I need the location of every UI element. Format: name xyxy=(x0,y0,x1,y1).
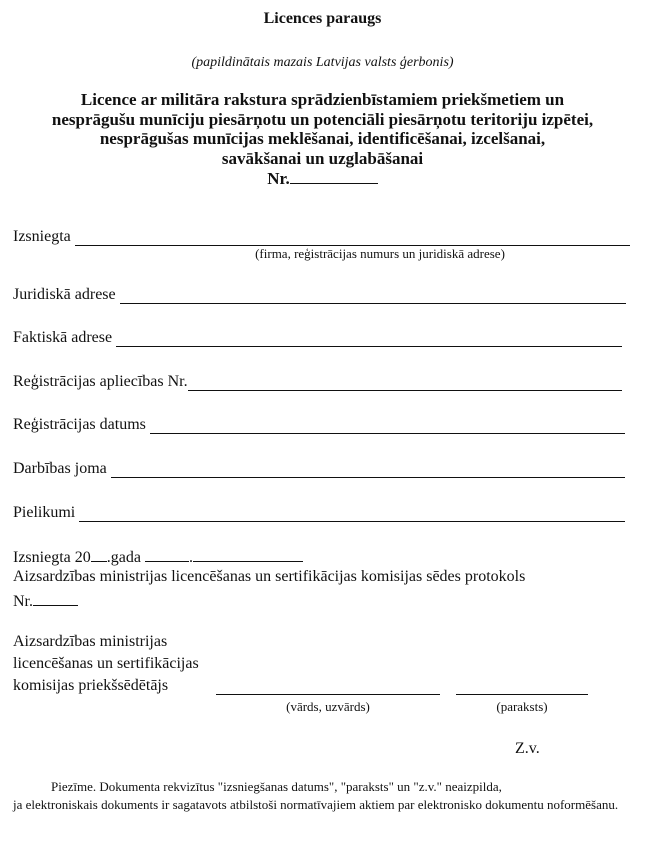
seal-place: Z.v. xyxy=(515,740,540,757)
protocol-number-label: Nr. xyxy=(13,593,33,610)
issued-date-year-suffix: .gada xyxy=(106,549,141,566)
field-of-activity-blank[interactable] xyxy=(111,456,625,478)
license-number xyxy=(0,168,645,189)
license-number-blank[interactable] xyxy=(290,168,378,184)
actual-address-label: Faktiskā adrese xyxy=(13,329,113,346)
issued-date-dot: . xyxy=(188,549,193,566)
signature-hint: (paraksts) xyxy=(496,699,548,714)
annexes-field xyxy=(13,500,625,522)
signatory-line-1: Aizsardzības ministrijas xyxy=(13,633,168,650)
signatory-signature-blank[interactable] xyxy=(456,679,588,695)
field-of-activity-field xyxy=(13,456,625,478)
registration-date-blank[interactable] xyxy=(150,412,625,434)
issued-to-label: Izsniegta xyxy=(13,228,71,245)
heading-line: savākšanai un uzglabāšanai xyxy=(221,148,424,168)
heading-line: nesprāgušu munīciju piesārņotu un potenciāli piesārņotu teritoriju izpētei, xyxy=(51,109,594,129)
registration-certificate-blank[interactable] xyxy=(188,369,622,391)
registration-date-label: Reģistrācijas datums xyxy=(13,416,146,433)
issued-month-blank[interactable] xyxy=(193,546,303,562)
protocol-number-blank[interactable] xyxy=(33,590,78,606)
legal-address-label: Juridiskā adrese xyxy=(13,286,116,303)
signatory-line-3 xyxy=(13,677,168,695)
heading-line: nesprāgušas munīcijas meklēšanai, identificēšanai, izcelšanai, xyxy=(99,129,546,148)
signatory-line-2: licencēšanas un sertifikācijas xyxy=(13,655,199,672)
document-note xyxy=(13,778,629,813)
registration-date-field xyxy=(13,412,625,434)
license-heading xyxy=(0,90,645,189)
issued-day-blank[interactable] xyxy=(145,546,189,562)
issued-to-field xyxy=(13,224,630,246)
note-first-line: Piezīme. Dokumenta rekvizītus "izsniegšanas datums", "paraksts" un "z.v." neaizpilda, xyxy=(51,779,502,794)
protocol-number xyxy=(13,590,78,611)
issued-to-hint: (firma, reģistrācijas numurs un juridiskā adrese) xyxy=(255,246,505,261)
note-rest: ja elektroniskais dokuments ir sagatavots atbilstoši normatīvajiem aktiem par elektronisko dokumentu noformēšanu. xyxy=(13,796,619,812)
issued-date-prefix: Izsniegta 20 xyxy=(13,549,91,566)
issued-date-line xyxy=(13,546,303,567)
legal-address-blank[interactable] xyxy=(120,282,626,304)
annexes-label: Pielikumi xyxy=(13,504,76,521)
coat-of-arms-note: (papildinātais mazais Latvijas valsts ģerbonis) xyxy=(191,55,454,70)
registration-certificate-field xyxy=(13,369,622,391)
signatory-name-blank[interactable] xyxy=(216,679,440,695)
legal-address-field xyxy=(13,282,626,304)
field-of-activity-label: Darbības joma xyxy=(13,460,107,477)
actual-address-blank[interactable] xyxy=(116,325,622,347)
heading-line: Licence ar militāra rakstura sprādzienbīstamiem priekšmetiem un xyxy=(80,90,565,109)
signatory-title: komisijas priekšsēdētājs xyxy=(13,677,169,694)
protocol-line: Aizsardzības ministrijas licencēšanas un sertifikācijas komisijas sēdes protokols xyxy=(13,568,526,585)
document-title: Licences paraugs xyxy=(263,10,382,27)
actual-address-field xyxy=(13,325,622,347)
annexes-blank[interactable] xyxy=(79,500,625,522)
issued-year-blank[interactable] xyxy=(91,546,107,562)
issued-to-blank[interactable] xyxy=(75,224,630,246)
name-hint: (vārds, uzvārds) xyxy=(286,699,370,714)
registration-certificate-label: Reģistrācijas apliecības Nr. xyxy=(13,373,188,390)
license-number-label: Nr. xyxy=(267,169,290,188)
